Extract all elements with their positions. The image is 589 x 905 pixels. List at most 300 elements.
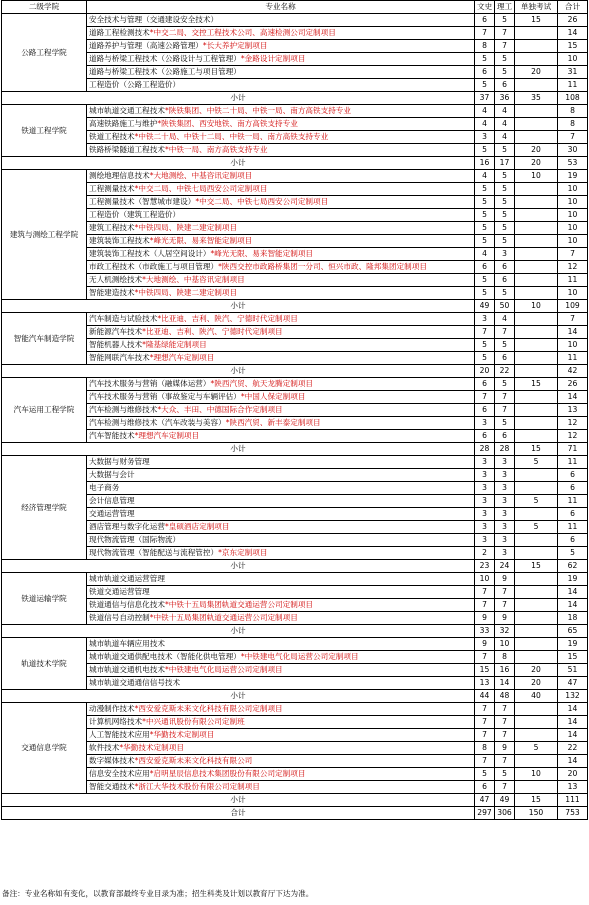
cell-ligong: 9 xyxy=(495,742,515,755)
table-row xyxy=(2,352,588,365)
cell-total: 14 xyxy=(558,599,588,612)
subtotal-danzhao: 15 xyxy=(515,443,558,456)
cell-ligong: 9 xyxy=(495,573,515,586)
partner-note: *中铁建电气化局运营公司定制项目 xyxy=(240,652,359,661)
table-row xyxy=(2,261,588,274)
grand-total-danzhao: 150 xyxy=(515,807,558,820)
cell-ligong: 7 xyxy=(495,326,515,339)
subtotal-wenshi: 16 xyxy=(475,157,495,170)
major-title: 测绘地理信息技术 xyxy=(89,171,150,180)
major-name xyxy=(87,781,475,794)
table-row xyxy=(2,729,588,742)
cell-danzhao xyxy=(515,352,558,365)
subtotal-ligong: 49 xyxy=(495,794,515,807)
major-name xyxy=(87,456,475,469)
cell-danzhao xyxy=(515,183,558,196)
partner-note: *中铁四局、陕建二建定制项目 xyxy=(134,288,238,297)
major-name xyxy=(87,66,475,79)
table-row xyxy=(2,599,588,612)
major-title: 电子商务 xyxy=(89,483,120,492)
major-name xyxy=(87,352,475,365)
cell-danzhao: 15 xyxy=(515,378,558,391)
cell-wenshi: 4 xyxy=(475,170,495,183)
cell-wenshi: 6 xyxy=(475,378,495,391)
cell-wenshi: 3 xyxy=(475,456,495,469)
major-title: 铁道通信与信息化技术 xyxy=(89,600,165,609)
table-row xyxy=(2,703,588,716)
college-name: 轨道技术学院 xyxy=(2,638,87,690)
subtotal-danzhao: 35 xyxy=(515,92,558,105)
cell-ligong: 7 xyxy=(495,716,515,729)
table-row xyxy=(2,638,588,651)
cell-danzhao xyxy=(515,781,558,794)
cell-danzhao xyxy=(515,131,558,144)
cell-total: 20 xyxy=(558,768,588,781)
cell-total: 11 xyxy=(558,79,588,92)
partner-note: *理想汽车定制项目 xyxy=(134,431,200,440)
subtotal-danzhao xyxy=(515,365,558,378)
cell-danzhao xyxy=(515,651,558,664)
cell-wenshi: 15 xyxy=(475,664,495,677)
subtotal-total: 42 xyxy=(558,365,588,378)
partner-note: *隆基绿能定制项目 xyxy=(142,340,207,349)
table-row xyxy=(2,105,588,118)
cell-ligong: 8 xyxy=(495,651,515,664)
partner-note: *启明星辰信息技术集团股份有限公司定制项目 xyxy=(149,769,306,778)
cell-total: 18 xyxy=(558,612,588,625)
table-row xyxy=(2,326,588,339)
cell-total: 14 xyxy=(558,729,588,742)
subtotal-total: 109 xyxy=(558,300,588,313)
cell-wenshi: 9 xyxy=(475,612,495,625)
cell-wenshi: 5 xyxy=(475,196,495,209)
major-title: 高速铁路施工与维护 xyxy=(89,119,158,128)
cell-wenshi: 5 xyxy=(475,352,495,365)
major-name xyxy=(87,183,475,196)
major-title: 数字媒体技术 xyxy=(89,756,135,765)
header-danzhao: 单独考试 xyxy=(515,1,558,14)
cell-ligong: 5 xyxy=(495,235,515,248)
major-name xyxy=(87,14,475,27)
major-title: 建筑装饰工程技术 xyxy=(89,236,150,245)
cell-wenshi: 7 xyxy=(475,391,495,404)
cell-wenshi: 3 xyxy=(475,131,495,144)
cell-ligong: 7 xyxy=(495,391,515,404)
major-title: 铁道工程技术 xyxy=(89,132,135,141)
partner-note: *浙江大华技术股份有限公司定制项目 xyxy=(134,782,260,791)
subtotal-row xyxy=(2,625,588,638)
major-title: 动漫制作技术 xyxy=(89,704,135,713)
cell-ligong: 6 xyxy=(495,430,515,443)
cell-total: 26 xyxy=(558,14,588,27)
cell-wenshi: 6 xyxy=(475,404,495,417)
subtotal-row xyxy=(2,300,588,313)
cell-danzhao xyxy=(515,40,558,53)
cell-total: 22 xyxy=(558,742,588,755)
college-name: 铁道工程学院 xyxy=(2,105,87,157)
table-row xyxy=(2,456,588,469)
cell-wenshi: 5 xyxy=(475,339,495,352)
college-name: 铁道运输学院 xyxy=(2,573,87,625)
cell-ligong: 5 xyxy=(495,66,515,79)
table-row xyxy=(2,287,588,300)
cell-ligong: 6 xyxy=(495,261,515,274)
cell-ligong: 5 xyxy=(495,287,515,300)
cell-total: 6 xyxy=(558,534,588,547)
cell-total: 14 xyxy=(558,586,588,599)
cell-ligong: 7 xyxy=(495,40,515,53)
cell-total: 14 xyxy=(558,716,588,729)
cell-total: 10 xyxy=(558,222,588,235)
major-title: 建筑装饰工程技术（人居空间设计） xyxy=(89,249,211,258)
cell-danzhao xyxy=(515,599,558,612)
enrollment-plan-table xyxy=(1,0,588,820)
cell-total: 15 xyxy=(558,651,588,664)
cell-ligong: 4 xyxy=(495,118,515,131)
subtotal-total: 53 xyxy=(558,157,588,170)
partner-note: *中铁十五局集团轨道交通运营公司定制项目 xyxy=(164,600,314,609)
major-name xyxy=(87,170,475,183)
major-name xyxy=(87,391,475,404)
subtotal-total: 111 xyxy=(558,794,588,807)
cell-danzhao xyxy=(515,196,558,209)
cell-ligong: 7 xyxy=(495,599,515,612)
cell-danzhao: 5 xyxy=(515,742,558,755)
cell-ligong: 7 xyxy=(495,729,515,742)
cell-ligong: 5 xyxy=(495,53,515,66)
cell-wenshi: 8 xyxy=(475,742,495,755)
cell-danzhao xyxy=(515,313,558,326)
cell-total: 11 xyxy=(558,352,588,365)
major-title: 智能机器人技术 xyxy=(89,340,143,349)
table-row xyxy=(2,742,588,755)
cell-ligong: 6 xyxy=(495,79,515,92)
subtotal-label: 小计 xyxy=(2,365,475,378)
cell-wenshi: 5 xyxy=(475,287,495,300)
table-row xyxy=(2,313,588,326)
cell-danzhao xyxy=(515,755,558,768)
cell-wenshi: 5 xyxy=(475,183,495,196)
cell-danzhao xyxy=(515,417,558,430)
cell-ligong: 3 xyxy=(495,248,515,261)
cell-danzhao xyxy=(515,547,558,560)
cell-danzhao xyxy=(515,404,558,417)
cell-total: 14 xyxy=(558,391,588,404)
grand-total-total: 753 xyxy=(558,807,588,820)
cell-wenshi: 4 xyxy=(475,118,495,131)
major-name xyxy=(87,40,475,53)
major-name xyxy=(87,547,475,560)
partner-note: *中交二局、中铁七局西安公司定制项目 xyxy=(134,184,268,193)
cell-total: 7 xyxy=(558,248,588,261)
table-row xyxy=(2,781,588,794)
cell-ligong: 3 xyxy=(495,508,515,521)
major-name xyxy=(87,27,475,40)
table-row xyxy=(2,664,588,677)
cell-total: 6 xyxy=(558,508,588,521)
subtotal-label: 小计 xyxy=(2,690,475,703)
partner-note: *陕铁集团、中铁二十局、中铁一局、南方高铁支持专业 xyxy=(164,106,351,115)
cell-wenshi: 7 xyxy=(475,326,495,339)
cell-wenshi: 5 xyxy=(475,144,495,157)
partner-note: *皇硕酒店定制项目 xyxy=(164,522,230,531)
subtotal-ligong: 24 xyxy=(495,560,515,573)
cell-ligong: 14 xyxy=(495,677,515,690)
cell-danzhao: 15 xyxy=(515,14,558,27)
table-row xyxy=(2,222,588,235)
table-row xyxy=(2,755,588,768)
cell-wenshi: 5 xyxy=(475,768,495,781)
college-name: 公路工程学院 xyxy=(2,14,87,92)
college-name: 交通信息学院 xyxy=(2,703,87,794)
partner-note: *中交二局、交控工程技术公司、高速检测公司定制项目 xyxy=(149,28,336,37)
major-name xyxy=(87,521,475,534)
cell-wenshi: 5 xyxy=(475,209,495,222)
cell-wenshi: 3 xyxy=(475,521,495,534)
major-title: 汽车检测与维修技术（汽车改装与美容） xyxy=(89,418,226,427)
cell-wenshi: 4 xyxy=(475,105,495,118)
cell-danzhao xyxy=(515,326,558,339)
subtotal-row xyxy=(2,365,588,378)
cell-ligong: 9 xyxy=(495,612,515,625)
cell-ligong: 5 xyxy=(495,209,515,222)
subtotal-wenshi: 37 xyxy=(475,92,495,105)
header-college: 二级学院 xyxy=(2,1,87,14)
cell-wenshi: 6 xyxy=(475,430,495,443)
cell-ligong: 5 xyxy=(495,14,515,27)
major-title: 现代物流管理（国际物流） xyxy=(89,535,181,544)
partner-note: *理想汽车定制项目 xyxy=(149,353,215,362)
cell-danzhao xyxy=(515,534,558,547)
partner-note: *中交二局、中铁七局西安公司定制项目 xyxy=(195,197,329,206)
grand-total-label: 合计 xyxy=(2,807,475,820)
cell-wenshi: 6 xyxy=(475,66,495,79)
partner-note: *陕西汽贸、新丰泰定制项目 xyxy=(225,418,321,427)
major-title: 无人机测绘技术 xyxy=(89,275,143,284)
subtotal-ligong: 22 xyxy=(495,365,515,378)
table-row xyxy=(2,482,588,495)
subtotal-danzhao: 40 xyxy=(515,690,558,703)
cell-wenshi: 4 xyxy=(475,248,495,261)
cell-danzhao: 5 xyxy=(515,521,558,534)
major-title: 城市轨道交通供配电技术（智能化供电管理） xyxy=(89,652,241,661)
subtotal-total: 132 xyxy=(558,690,588,703)
major-title: 会计信息管理 xyxy=(89,496,135,505)
subtotal-total: 71 xyxy=(558,443,588,456)
cell-ligong: 4 xyxy=(495,105,515,118)
partner-note: *峰光无限、易来智能定制项目 xyxy=(210,249,314,258)
major-title: 建筑工程技术 xyxy=(89,223,135,232)
major-name xyxy=(87,755,475,768)
partner-note: *比亚迪、吉利、陕汽、宁德时代定制项目 xyxy=(142,327,283,336)
cell-total: 14 xyxy=(558,755,588,768)
table-row xyxy=(2,612,588,625)
cell-danzhao xyxy=(515,118,558,131)
cell-danzhao xyxy=(515,339,558,352)
partner-note: *西安爱克斯未来文化科技有限公司定制项目 xyxy=(134,704,283,713)
cell-wenshi: 8 xyxy=(475,40,495,53)
major-name xyxy=(87,716,475,729)
cell-wenshi: 6 xyxy=(475,781,495,794)
cell-total: 6 xyxy=(558,482,588,495)
cell-ligong: 5 xyxy=(495,144,515,157)
grand-total-row xyxy=(2,807,588,820)
major-name xyxy=(87,534,475,547)
major-title: 道路与桥梁工程技术（公路施工与项目管理） xyxy=(89,67,241,76)
cell-danzhao xyxy=(515,235,558,248)
partner-note: *长大养护定制项目 xyxy=(202,41,268,50)
cell-danzhao xyxy=(515,105,558,118)
major-title: 工程造价（公路工程造价） xyxy=(89,80,181,89)
header-ligong: 理工 xyxy=(495,1,515,14)
partner-note: *中铁四局、陕建二建定制项目 xyxy=(134,223,238,232)
major-name xyxy=(87,248,475,261)
major-name xyxy=(87,482,475,495)
cell-ligong: 7 xyxy=(495,27,515,40)
subtotal-total: 65 xyxy=(558,625,588,638)
table-row xyxy=(2,586,588,599)
major-title: 汽车检测与维修技术 xyxy=(89,405,158,414)
partner-note: *华勤技术定制项目 xyxy=(149,730,215,739)
cell-ligong: 5 xyxy=(495,339,515,352)
major-title: 大数据与会计 xyxy=(89,470,135,479)
cell-total: 10 xyxy=(558,209,588,222)
major-title: 计算机网络技术 xyxy=(89,717,143,726)
cell-total: 13 xyxy=(558,781,588,794)
major-title: 铁道交通运营管理 xyxy=(89,587,150,596)
table-row xyxy=(2,79,588,92)
subtotal-row xyxy=(2,690,588,703)
table-row xyxy=(2,508,588,521)
cell-danzhao xyxy=(515,469,558,482)
partner-note: *峰光无限、易来智能定制项目 xyxy=(149,236,253,245)
major-name xyxy=(87,274,475,287)
major-title: 市政工程技术（市政施工与项目管理） xyxy=(89,262,219,271)
cell-ligong: 3 xyxy=(495,547,515,560)
cell-danzhao xyxy=(515,248,558,261)
cell-ligong: 10 xyxy=(495,638,515,651)
table-row xyxy=(2,53,588,66)
cell-danzhao xyxy=(515,274,558,287)
major-name xyxy=(87,378,475,391)
cell-total: 14 xyxy=(558,326,588,339)
cell-total: 51 xyxy=(558,664,588,677)
cell-ligong: 7 xyxy=(495,755,515,768)
partner-note: *大众、丰田、中德国际合作定制项目 xyxy=(157,405,283,414)
major-title: 大数据与财务管理 xyxy=(89,457,150,466)
cell-danzhao: 20 xyxy=(515,66,558,79)
subtotal-ligong: 28 xyxy=(495,443,515,456)
table-row xyxy=(2,196,588,209)
major-title: 汽车技术服务与营销（事故鉴定与车辆评估） xyxy=(89,392,241,401)
major-title: 现代物流管理（智能配送与流程管控） xyxy=(89,548,219,557)
major-title: 道路工程检测技术 xyxy=(89,28,150,37)
major-name xyxy=(87,651,475,664)
cell-wenshi: 5 xyxy=(475,222,495,235)
subtotal-ligong: 32 xyxy=(495,625,515,638)
table-row xyxy=(2,131,588,144)
subtotal-total: 108 xyxy=(558,92,588,105)
cell-total: 12 xyxy=(558,430,588,443)
major-title: 智能建造技术 xyxy=(89,288,135,297)
header-total: 合计 xyxy=(558,1,588,14)
subtotal-label: 小计 xyxy=(2,157,475,170)
cell-danzhao xyxy=(515,27,558,40)
major-title: 汽车智能技术 xyxy=(89,431,135,440)
table-row xyxy=(2,235,588,248)
subtotal-label: 小计 xyxy=(2,560,475,573)
cell-ligong: 5 xyxy=(495,183,515,196)
cell-total: 15 xyxy=(558,40,588,53)
major-name xyxy=(87,261,475,274)
cell-ligong: 6 xyxy=(495,352,515,365)
cell-danzhao xyxy=(515,222,558,235)
subtotal-danzhao: 15 xyxy=(515,560,558,573)
table-row xyxy=(2,248,588,261)
partner-note: *陕西汽贸、航天龙腾定制项目 xyxy=(210,379,314,388)
table-row xyxy=(2,40,588,53)
major-name xyxy=(87,742,475,755)
major-title: 软件技术 xyxy=(89,743,120,752)
major-title: 道路养护与管理（高速公路管理） xyxy=(89,41,203,50)
major-name xyxy=(87,430,475,443)
major-title: 汽车制造与试验技术 xyxy=(89,314,158,323)
cell-total: 11 xyxy=(558,274,588,287)
cell-danzhao xyxy=(515,261,558,274)
cell-total: 19 xyxy=(558,170,588,183)
major-name xyxy=(87,105,475,118)
subtotal-row xyxy=(2,92,588,105)
cell-wenshi: 2 xyxy=(475,547,495,560)
major-name xyxy=(87,586,475,599)
cell-wenshi: 5 xyxy=(475,235,495,248)
footnote: 备注：专业名称如有变化，以教育部最终专业目录为准；招生科类及计划以教育厅下达为准。 xyxy=(2,889,314,898)
cell-ligong: 6 xyxy=(495,274,515,287)
major-name xyxy=(87,404,475,417)
subtotal-wenshi: 20 xyxy=(475,365,495,378)
table-row xyxy=(2,339,588,352)
major-title: 铁道信号自动控制 xyxy=(89,613,150,622)
major-name xyxy=(87,196,475,209)
table-row xyxy=(2,716,588,729)
major-name xyxy=(87,53,475,66)
major-title: 人工智能技术应用 xyxy=(89,730,150,739)
cell-ligong: 5 xyxy=(495,222,515,235)
table-row xyxy=(2,469,588,482)
major-title: 智能交通技术 xyxy=(89,782,135,791)
subtotal-label: 小计 xyxy=(2,625,475,638)
cell-total: 19 xyxy=(558,638,588,651)
table-row xyxy=(2,27,588,40)
cell-ligong: 4 xyxy=(495,131,515,144)
cell-danzhao xyxy=(515,391,558,404)
cell-danzhao xyxy=(515,287,558,300)
cell-total: 47 xyxy=(558,677,588,690)
major-title: 城市轨道车辆应用技术 xyxy=(89,639,165,648)
major-title: 新能源汽车技术 xyxy=(89,327,143,336)
cell-danzhao: 20 xyxy=(515,144,558,157)
partner-note: *中铁建电气化局运营公司定制项目 xyxy=(164,665,283,674)
subtotal-danzhao: 15 xyxy=(515,794,558,807)
table-row xyxy=(2,495,588,508)
partner-note: *陕西交控市政路桥集团一分司、恒兴市政、隆邦集团定制项目 xyxy=(218,262,427,271)
table-row xyxy=(2,404,588,417)
cell-total: 14 xyxy=(558,703,588,716)
cell-wenshi: 10 xyxy=(475,573,495,586)
cell-wenshi: 7 xyxy=(475,586,495,599)
major-name xyxy=(87,235,475,248)
table-row xyxy=(2,430,588,443)
